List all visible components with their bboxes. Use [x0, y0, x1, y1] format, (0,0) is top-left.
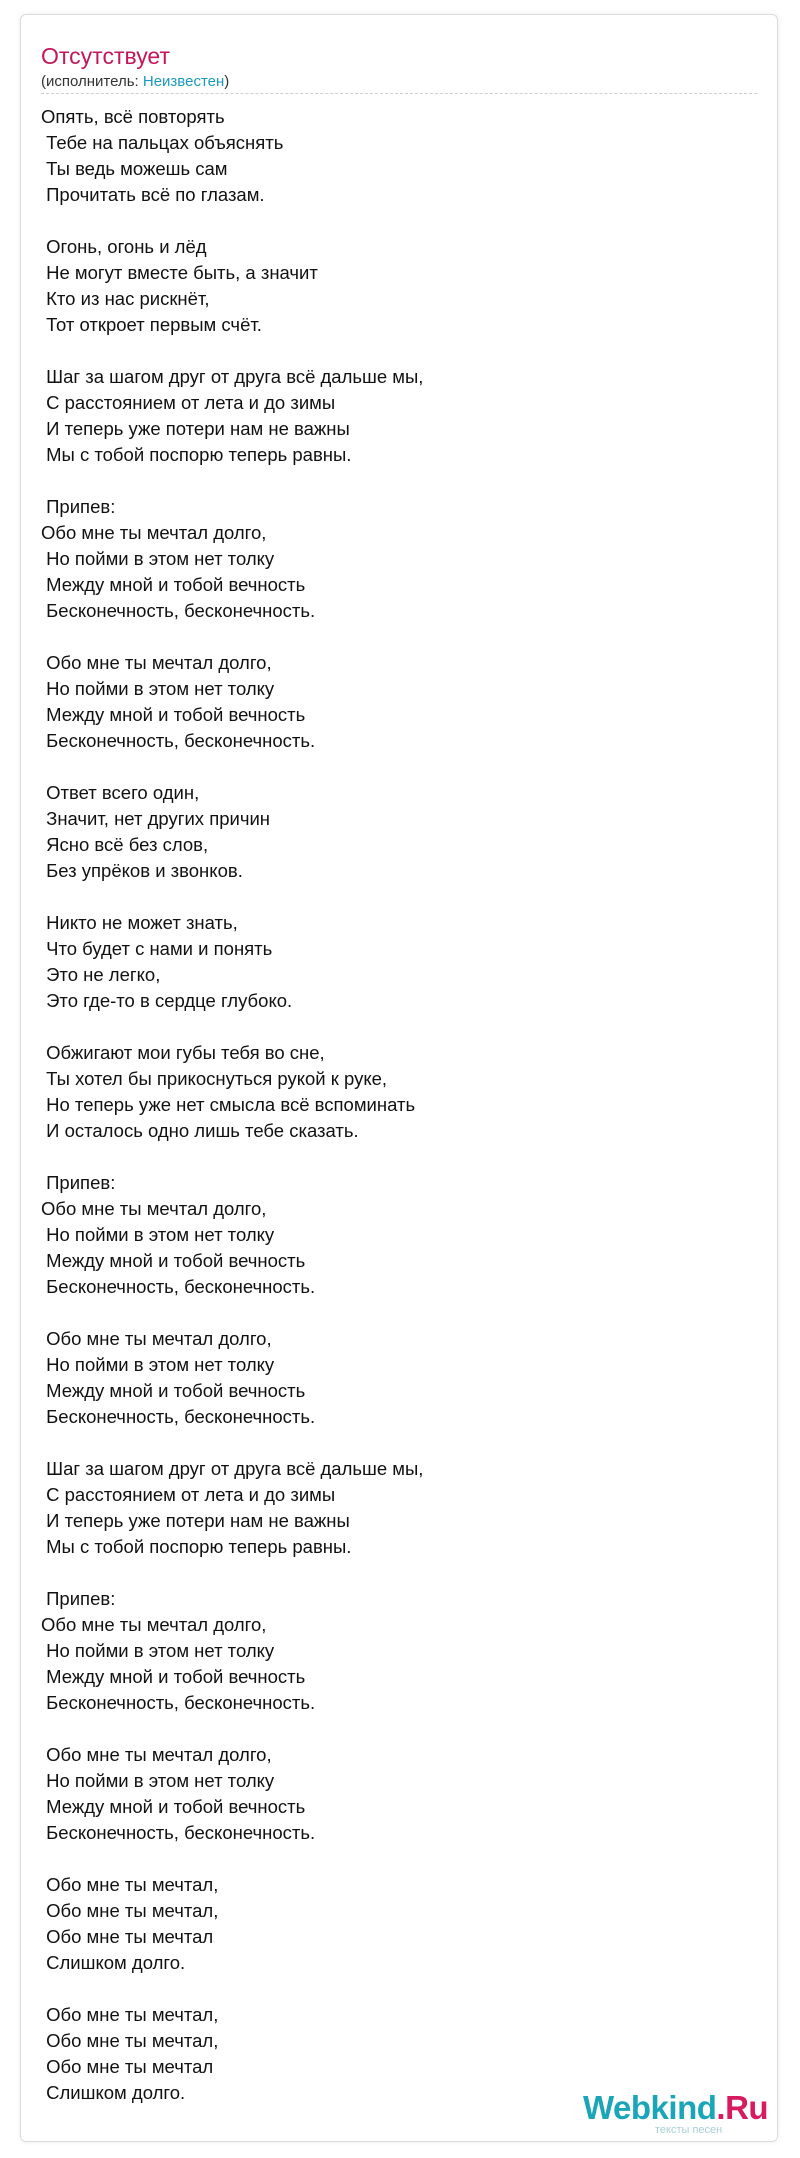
lyric-line: Обо мне ты мечтал,	[41, 1874, 219, 1895]
lyric-line: Бесконечность, бесконечность.	[41, 1692, 316, 1713]
lyric-line: Обо мне ты мечтал долго,	[41, 1198, 267, 1219]
logo-brand: Webkind	[583, 2089, 717, 2126]
lyric-line: Прочитать всё по глазам.	[41, 184, 265, 205]
lyric-line: Бесконечность, бесконечность.	[41, 1822, 316, 1843]
lyric-line	[41, 208, 741, 234]
lyric-line: Но пойми в этом нет толку	[41, 1770, 275, 1791]
site-logo[interactable]	[583, 2090, 773, 2138]
logo-wordmark	[583, 2090, 768, 2126]
lyric-line: Не могут вместе быть, а значит	[41, 262, 318, 283]
lyric-line: Ответ всего один,	[41, 782, 200, 803]
lyric-line: Кто из нас рискнёт,	[41, 288, 210, 309]
lyric-line	[41, 1430, 741, 1456]
logo-tagline: тексты песен	[655, 2124, 723, 2136]
lyric-line: Слишком долго.	[41, 2082, 186, 2103]
lyric-line	[41, 1014, 741, 1040]
lyric-line: Между мной и тобой вечность	[41, 1666, 306, 1687]
lyric-line	[41, 338, 741, 364]
artist-suffix: )	[224, 73, 230, 90]
lyric-line	[41, 1846, 741, 1872]
lyric-line: Слишком долго.	[41, 1952, 186, 1973]
lyric-line: Припев:	[41, 1588, 116, 1609]
lyric-line: Но пойми в этом нет толку	[41, 1640, 275, 1661]
lyric-line: Обо мне ты мечтал долго,	[41, 1614, 267, 1635]
lyric-line: С расстоянием от лета и до зимы	[41, 1484, 336, 1505]
lyric-line: С расстоянием от лета и до зимы	[41, 392, 336, 413]
lyric-line	[41, 1300, 741, 1326]
lyric-line: Обо мне ты мечтал долго,	[41, 522, 267, 543]
lyric-line: Это где-то в сердце глубоко.	[41, 990, 293, 1011]
lyric-line: Обо мне ты мечтал	[41, 2056, 214, 2077]
lyric-line: Между мной и тобой вечность	[41, 1796, 306, 1817]
lyric-line: Тебе на пальцах объяснять	[41, 132, 284, 153]
lyric-line: Шаг за шагом друг от друга всё дальше мы,	[41, 366, 424, 387]
lyric-line	[41, 1716, 741, 1742]
lyric-line: Припев:	[41, 496, 116, 517]
lyric-line: Без упрёков и звонков.	[41, 860, 243, 881]
lyric-line: Тот откроет первым счёт.	[41, 314, 262, 335]
lyric-line	[41, 468, 741, 494]
lyric-line: Бесконечность, бесконечность.	[41, 1276, 316, 1297]
lyric-line: Никто не может знать,	[41, 912, 238, 933]
lyric-line: Между мной и тобой вечность	[41, 1380, 306, 1401]
lyric-line: Между мной и тобой вечность	[41, 574, 306, 595]
lyric-line: Обжигают мои губы тебя во сне,	[41, 1042, 325, 1063]
lyric-line: Бесконечность, бесконечность.	[41, 1406, 316, 1427]
lyric-line: Но пойми в этом нет толку	[41, 1224, 275, 1245]
lyric-line: Бесконечность, бесконечность.	[41, 730, 316, 751]
lyric-line: Но пойми в этом нет толку	[41, 1354, 275, 1375]
lyric-line: Между мной и тобой вечность	[41, 1250, 306, 1271]
song-title: Отсутствует	[41, 43, 170, 69]
lyric-line: Что будет с нами и понять	[41, 938, 273, 959]
lyric-line: Обо мне ты мечтал	[41, 1926, 214, 1947]
lyric-line: Обо мне ты мечтал долго,	[41, 1744, 272, 1765]
artist-prefix: (исполнитель:	[41, 73, 143, 90]
artist-link[interactable]: Неизвестен	[142, 73, 225, 90]
lyric-line: Припев:	[41, 1172, 116, 1193]
lyric-line	[41, 1976, 741, 2002]
lyric-line: И теперь уже потери нам не важны	[41, 418, 350, 439]
lyric-line: Но пойми в этом нет толку	[41, 548, 275, 569]
lyric-line	[41, 1144, 741, 1170]
lyric-line	[41, 884, 741, 910]
lyric-line: Значит, нет других причин	[41, 808, 271, 829]
lyric-line: Это не легко,	[41, 964, 161, 985]
lyric-line	[41, 1560, 741, 1586]
lyric-line: Но теперь уже нет смысла всё вспоминать	[41, 1094, 416, 1115]
lyric-line: Обо мне ты мечтал,	[41, 1900, 219, 1921]
lyric-line	[41, 624, 741, 650]
lyric-line: Но пойми в этом нет толку	[41, 678, 275, 699]
artist-line	[41, 73, 229, 91]
lyric-line: Ясно всё без слов,	[41, 834, 209, 855]
lyric-line: Обо мне ты мечтал долго,	[41, 1328, 272, 1349]
lyric-line: Огонь, огонь и лёд	[41, 236, 207, 257]
lyric-line: Обо мне ты мечтал долго,	[41, 652, 272, 673]
lyric-line: Опять, всё повторять	[41, 106, 225, 127]
lyric-line: Шаг за шагом друг от друга всё дальше мы,	[41, 1458, 424, 1479]
title-divider	[41, 93, 757, 94]
lyric-line: Ты хотел бы прикоснуться рукой к руке,	[41, 1068, 388, 1089]
lyric-line: И теперь уже потери нам не важны	[41, 1510, 350, 1531]
lyric-line: Бесконечность, бесконечность.	[41, 600, 316, 621]
lyric-line: Обо мне ты мечтал,	[41, 2030, 219, 2051]
lyric-line: Мы с тобой поспорю теперь равны.	[41, 1536, 352, 1557]
lyric-line: И осталось одно лишь тебе сказать.	[41, 1120, 359, 1141]
lyric-line: Ты ведь можешь сам	[41, 158, 228, 179]
lyric-line: Мы с тобой поспорю теперь равны.	[41, 444, 352, 465]
lyric-line: Между мной и тобой вечность	[41, 704, 306, 725]
lyric-line	[41, 754, 741, 780]
logo-tld: .Ru	[716, 2089, 769, 2126]
lyric-line: Обо мне ты мечтал,	[41, 2004, 219, 2025]
lyrics-text	[41, 104, 741, 2106]
